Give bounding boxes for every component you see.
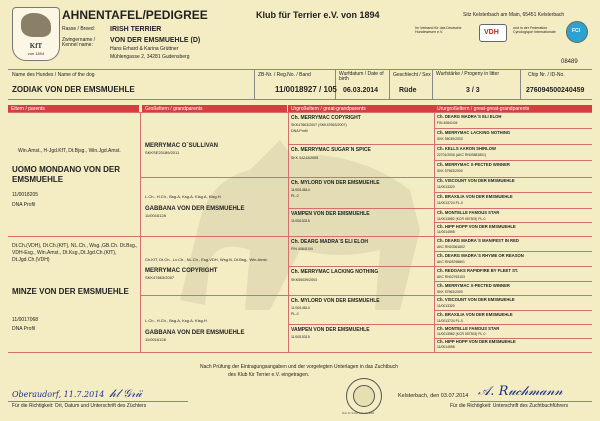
- fci-logo-text: FCI: [572, 28, 581, 34]
- grid-line: [434, 160, 592, 161]
- dam-name: MINZE VON DER EMSMUEHLE: [12, 287, 129, 296]
- kennel-label: Zwingername / Kennel name:: [62, 37, 96, 48]
- signature-line: [470, 401, 592, 402]
- ggg-name: Ch. MONTELLE FAMOUS STAR: [437, 326, 500, 331]
- great-grandparent-reg: 11/0014614: [291, 188, 310, 192]
- great-grandparent-name: VAMPEN VON DER EMSMUEHLE: [291, 327, 370, 333]
- great-grandparent-name: Ch. DEARG MADRA´S ELI ELOH: [291, 239, 368, 245]
- logo-text: KfT: [29, 42, 43, 50]
- ggg-name: Ch. BRAXILIA VON DER EMSMUEHLE: [437, 194, 513, 199]
- ggg-name: Ch. REDOAKS RAPIDFIRE BY FLEET ST.: [437, 268, 519, 273]
- grid-line: [288, 112, 289, 352]
- grandparent-reg: SKK47663/2007: [145, 275, 175, 280]
- breeder-signature-text: Oberaudorf, 11.7.2014: [12, 390, 105, 399]
- ggg-reg: 11/0013320: [437, 185, 455, 189]
- great-grandparent-reg: SKK47663/2007 (SKK47663/2007): [291, 123, 347, 127]
- ggg-name: Ch. HIPP HOPP VON DER EMSMUEHLE: [437, 224, 516, 229]
- great-grandparent-extra: DNA Profil: [291, 129, 308, 133]
- great-grandparent-extra: PL-0: [291, 312, 299, 316]
- reg-value: 11/0018927 / 105: [275, 85, 337, 94]
- registrar-signature: 𝒜. 𝑅𝓊𝒸𝒽𝓂𝒶𝓃𝓃: [478, 384, 563, 399]
- ggg-name: Ch. VISCOUNT VON DER EMSMUEHLE: [437, 178, 515, 183]
- sire-reg: 11/0018205: [12, 192, 39, 198]
- grandparent-name: GABBANA VON DER EMSMUEHLE: [145, 206, 245, 212]
- litter-value: 3 / 3: [466, 87, 480, 94]
- sire-titles: Win.Amst., H-Jgd.KfT, Dt.Bjsg., Win.Jgd.Amst.: [18, 148, 121, 154]
- document-number: 08489: [561, 59, 578, 65]
- ggg-name: Ch. MONTELLE FAMOUS STAR: [437, 210, 500, 215]
- dam-reg: 11/0017068: [12, 317, 39, 323]
- breed-label: Rasse / Breed:: [62, 26, 96, 32]
- great-grandparent-name: Ch. MERRYMAC LACKING NOTHING: [291, 269, 379, 275]
- ggg-name: Ch. MERRYMAC LACKING NOTHING: [437, 130, 511, 135]
- grid-line: [8, 112, 592, 113]
- grid-line: [8, 352, 592, 353]
- logo-dog-icon: [21, 13, 51, 37]
- grid-line: [288, 144, 592, 145]
- vdh-logo: [479, 24, 507, 42]
- ggg-name: Ch. DEARG MADRA´S ELI ELOH: [437, 114, 502, 119]
- divider: [432, 69, 433, 99]
- great-grandparent-name: Ch. MERRYMAC SUGAR´N SPICE: [291, 147, 371, 153]
- ggg-reg: 22701/2006 (AKC RN03881801): [437, 153, 487, 157]
- sire-name: UOMO MONDANO VON DER EMSMUEHLE: [12, 165, 120, 184]
- ggg-reg: AKC RN05766801: [437, 260, 465, 264]
- ggg-reg: AKC RN02763103: [437, 275, 465, 279]
- great-grandparent-name: VAMPEN VON DER EMSMUEHLE: [291, 211, 370, 217]
- document-title: AHNENTAFEL/PEDIGREE: [62, 8, 208, 22]
- ggg-reg: FIN 40841/04: [437, 121, 458, 125]
- seal-text: Klub für Terrier e.V. von 1894: [342, 412, 375, 415]
- logo-subtext: von 1894: [27, 51, 45, 56]
- ggg-name: Ch. MERRYMAC X-PECTED WINNER: [437, 283, 510, 288]
- ggg-reg: AKC RN03361802: [437, 245, 465, 249]
- kennel-value: VON DER EMSMUEHLE (D): [110, 37, 201, 44]
- grid-line: [434, 192, 592, 193]
- club-address: Sitz Kelsterbach am Main, 65451 Kelsterbach: [463, 12, 565, 18]
- grandparent-reg: SKKSE20189/2011: [145, 150, 180, 155]
- great-grandparent-name: Ch. MYLORD VON DER EMSMUEHLE: [291, 180, 380, 186]
- great-grandparent-extra: PL-0: [291, 194, 299, 198]
- header-great2-text: Ururgroßeltern / great-great-grandparents: [437, 106, 530, 112]
- great-grandparent-reg: SKK55039/2003: [291, 278, 318, 282]
- signature-line: [8, 401, 188, 402]
- chip-label: Chip Nr. / ID-No.: [528, 72, 565, 78]
- great-grandparent-reg: 11/0014614: [291, 306, 310, 310]
- litter-label: Wurfstärke / Progeny in litter: [436, 71, 499, 77]
- divider: [8, 99, 592, 100]
- grandparent-titles: L.Ch., H.Ch., Bsg.A, Ksg.A, Klsg.H: [145, 318, 207, 323]
- vdh-logo-text: VDH: [484, 29, 499, 36]
- footer-note: Nach Prüfung der Eintragungsangaben und der vorgelegten Unterlagen in das Zuchtbuch: [200, 364, 398, 370]
- grid-line: [434, 222, 592, 223]
- grid-line: [140, 295, 592, 296]
- ggg-reg: 11/0013582 (KCR 057303) PL-0: [437, 217, 486, 221]
- header-great: [288, 105, 434, 112]
- club-seal: [346, 378, 382, 414]
- grandparent-titles: L.Ch., H.Ch., Bsg.A, Ksg.A, Klsg.A, Klsg.H: [145, 194, 221, 199]
- ggg-reg: 11/0013582 (KCR 057303) PL-0: [437, 332, 486, 336]
- club-logo: [12, 7, 60, 61]
- breeder-signature-label: Für die Richtigkeit: Ort, Datum und Unterschrift des Züchters: [12, 403, 147, 409]
- sex-value: Rüde: [399, 87, 417, 94]
- owner-address: Mühlengasse 2, 34281 Gudensberg: [110, 54, 190, 60]
- sire-profile: DNA Profil: [12, 202, 36, 208]
- grid-line: [434, 251, 592, 252]
- seal-dog-icon: [353, 385, 375, 407]
- ggg-name: Ch. BRAXILIA VON DER EMSMUEHLE: [437, 312, 513, 317]
- grid-line: [434, 128, 592, 129]
- footer-note-2: des Klub für Terrier e.V. eingetragen.: [228, 372, 310, 378]
- great-grandparent-reg: 11/0015315: [291, 335, 310, 339]
- ggg-reg: 11/0014598: [437, 345, 455, 349]
- great-grandparent-reg: SKK 54243/2005: [291, 156, 319, 160]
- grandparent-reg: 11/0016128: [145, 337, 166, 342]
- ggg-name: Ch. KELLS AARON SHIRLOW: [437, 146, 496, 151]
- header-great2: [434, 105, 592, 112]
- grandparent-name: MERRYMAC O´SULLIVAN: [145, 143, 218, 149]
- grandparent-name: MERRYMAC COPYRIGHT: [145, 268, 218, 274]
- ggg-reg: SKK 57963/2000: [437, 169, 463, 173]
- divider: [254, 69, 255, 99]
- grid-line: [434, 112, 435, 352]
- great-grandparent-reg: FIN 40841/04: [291, 247, 313, 251]
- great-grandparent-reg: 11/0015315: [291, 219, 310, 223]
- breed-value: IRISH TERRIER: [110, 26, 162, 33]
- grid-line: [140, 177, 592, 178]
- dog-name-label: Name des Hundes / Name of the dog: [12, 72, 95, 78]
- divider: [8, 69, 592, 70]
- header-grandparents-text: Großeltern / grandparents: [145, 106, 203, 112]
- fci-logo: [566, 21, 588, 43]
- reg-label: ZB-Nr. / Reg.No. / Band: [258, 72, 311, 78]
- header-grandparents: [142, 105, 287, 112]
- header-parents-text: Eltern / parents: [11, 106, 45, 112]
- sex-label: Geschlecht / Sex: [393, 72, 431, 78]
- dob-label: Wurfdatum / Date of birth: [339, 71, 384, 82]
- grid-line: [288, 266, 592, 267]
- ggg-name: Ch. VISCOUNT VON DER EMSMUEHLE: [437, 297, 515, 302]
- club-name: Klub für Terrier e.V. von 1894: [256, 10, 380, 20]
- breeder-signature: Oberaudorf, 11.7.2014 𝒽𝓁 𝒢𝓇𝓊̈: [12, 387, 142, 400]
- ggg-name: Ch. MERRYMAC X-PECTED WINNER: [437, 162, 510, 167]
- great-grandparent-name: Ch. MYLORD VON DER EMSMUEHLE: [291, 298, 380, 304]
- ggg-reg: 11/0013724 PL-0: [437, 319, 463, 323]
- dam-profile: DNA Profil: [12, 326, 36, 332]
- divider: [335, 69, 336, 99]
- grandparent-name: GABBANA VON DER EMSMUEHLE: [145, 330, 245, 336]
- dog-name: ZODIAK VON DER EMSMUEHLE: [12, 85, 135, 94]
- fci-text: und in der Federation Cynologique Internationale: [513, 26, 556, 34]
- ggg-reg: SKK 57963/2000: [437, 290, 463, 294]
- dam-titles: Dt.Ch.(VDH), Dt.Ch.(KfT), NL.Ch., Wsg.,GB.Ch. Dt.Bsg., VDH-Esg., Win.Amst., Dt.Ksg.,Dt.Jgd.Ch.(KfT), Dt.Jgd.Ch.(VDH): [12, 243, 138, 263]
- ggg-reg: 11/0014598: [437, 230, 455, 234]
- dob-value: 06.03.2014: [343, 87, 379, 94]
- grid-line: [140, 112, 141, 352]
- ggg-reg: SKK 55039/2003: [437, 137, 463, 141]
- grid-line: [8, 236, 592, 237]
- ggg-reg: 11/0013320: [437, 304, 455, 308]
- issue-city-date: Kelsterbach, den 03.07.2014: [398, 393, 469, 399]
- vdh-text: Im Verband für das Deutsche Hundewesen e.V.: [415, 26, 462, 34]
- header-parents: [8, 105, 139, 112]
- chip-value: 276094500240459: [526, 87, 585, 94]
- ggg-name: Ch. DEARG MADRA´S RHYME OR REASON: [437, 253, 524, 258]
- ggg-name: Ch. DEARG MADRA´S MANIFEST IN RED: [437, 238, 519, 243]
- header-great-text: Urgroßeltern / great-grandparents: [291, 106, 366, 112]
- grid-line: [288, 324, 592, 325]
- grandparent-reg: 11/0016128: [145, 213, 166, 218]
- divider: [389, 69, 390, 99]
- owner-name: Hans Erhard & Karina Grüttner: [110, 46, 179, 52]
- grid-line: [434, 310, 592, 311]
- grid-line: [288, 208, 592, 209]
- ggg-reg: 11/0013724 PL-0: [437, 201, 463, 205]
- ggg-name: Ch. HIPP HOPP VON DER EMSMUEHLE: [437, 339, 516, 344]
- great-grandparent-name: Ch. MERRYMAC COPYRIGHT: [291, 115, 361, 121]
- grandparent-titles: Ch.KfT, Dt.Ch., Lx.Ch., NL.Ch., Esg.VDH, Wsg.N, Dt.Bsg., Win.Amst.: [145, 257, 268, 262]
- registrar-signature-label: Für die Richtigkeit: Unterschrift des Zuchtbuchführers: [450, 403, 569, 409]
- divider: [520, 69, 521, 99]
- grid-line: [434, 281, 592, 282]
